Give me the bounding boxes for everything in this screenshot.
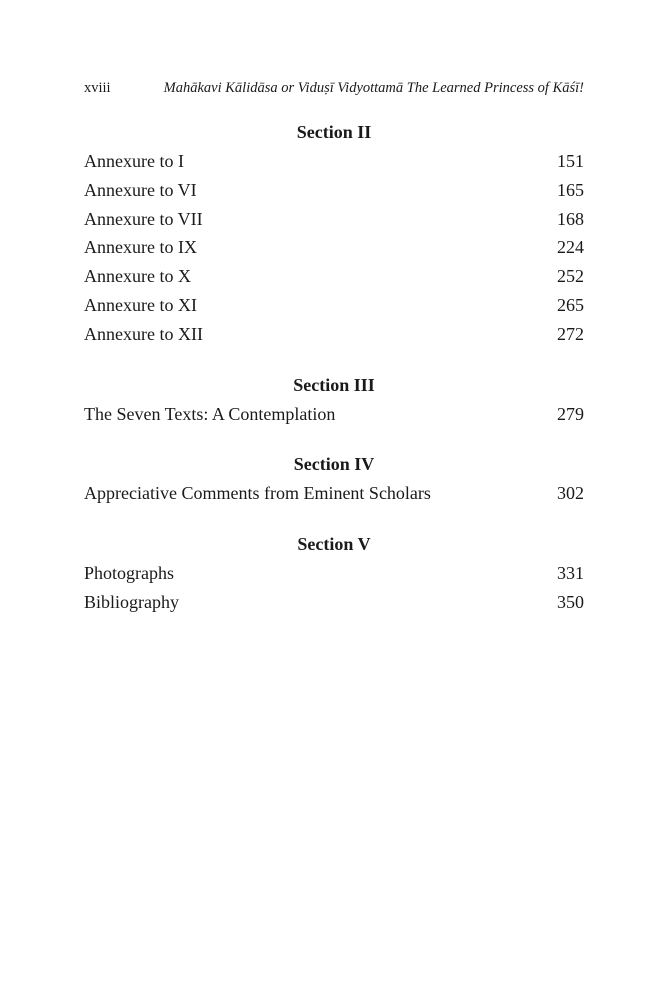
toc-entry-title: Annexure to X [84,266,191,287]
toc-section-iv [84,450,584,508]
section-heading: Section III [293,374,375,395]
toc-entry [84,147,584,176]
toc-entry-page: 331 [557,563,584,584]
toc-entry-title: Bibliography [84,591,179,612]
toc-entry [84,291,584,320]
toc-entry-title: Appreciative Comments from Eminent Scholars [84,483,431,504]
toc-section-v [84,530,584,617]
toc-entry-page: 224 [557,237,584,258]
toc-entry-page: 302 [557,483,584,504]
toc-entry-title: Annexure to XII [84,323,203,344]
toc-entry-page: 165 [557,179,584,200]
toc-entry-title: Annexure to IX [84,237,197,258]
section-heading: Section II [296,122,372,142]
running-head-title: Mahākavi Kālidāsa or Viduṣī Vidyottamā The Learned Princess of Kāśī! [163,80,584,96]
toc-entry [84,262,584,291]
page-folio: xviii [84,80,111,96]
toc-entry-title: The Seven Texts: A Contemplation [84,403,336,424]
running-head [84,80,584,97]
toc-entry [84,559,584,588]
toc-section-iii [84,371,584,429]
section-heading: Section IV [293,454,375,475]
table-of-contents [84,118,584,617]
toc-entry-page: 265 [557,294,584,315]
toc-entry-page: 350 [557,591,584,612]
toc-entry-page: 272 [557,323,584,344]
toc-entry [84,588,584,617]
section-heading: Section V [297,534,371,555]
toc-entry-title: Photographs [84,563,174,584]
toc-entry [84,233,584,262]
toc-entry [84,205,584,234]
toc-entry-title: Annexure to I [84,151,184,171]
toc-entry-title: Annexure to VII [84,208,203,229]
toc-entry-page: 252 [557,266,584,287]
toc-entry-page: 168 [557,208,584,229]
toc-entry [84,479,584,508]
toc-entry [84,176,584,205]
toc-entry [84,400,584,429]
toc-entry-title: Annexure to XI [84,294,197,315]
toc-entry-page: 279 [557,403,584,424]
toc-entry-page: 151 [557,151,584,171]
toc-entry-title: Annexure to VI [84,179,197,200]
toc-entry [84,320,584,349]
toc-section-ii [84,118,584,349]
